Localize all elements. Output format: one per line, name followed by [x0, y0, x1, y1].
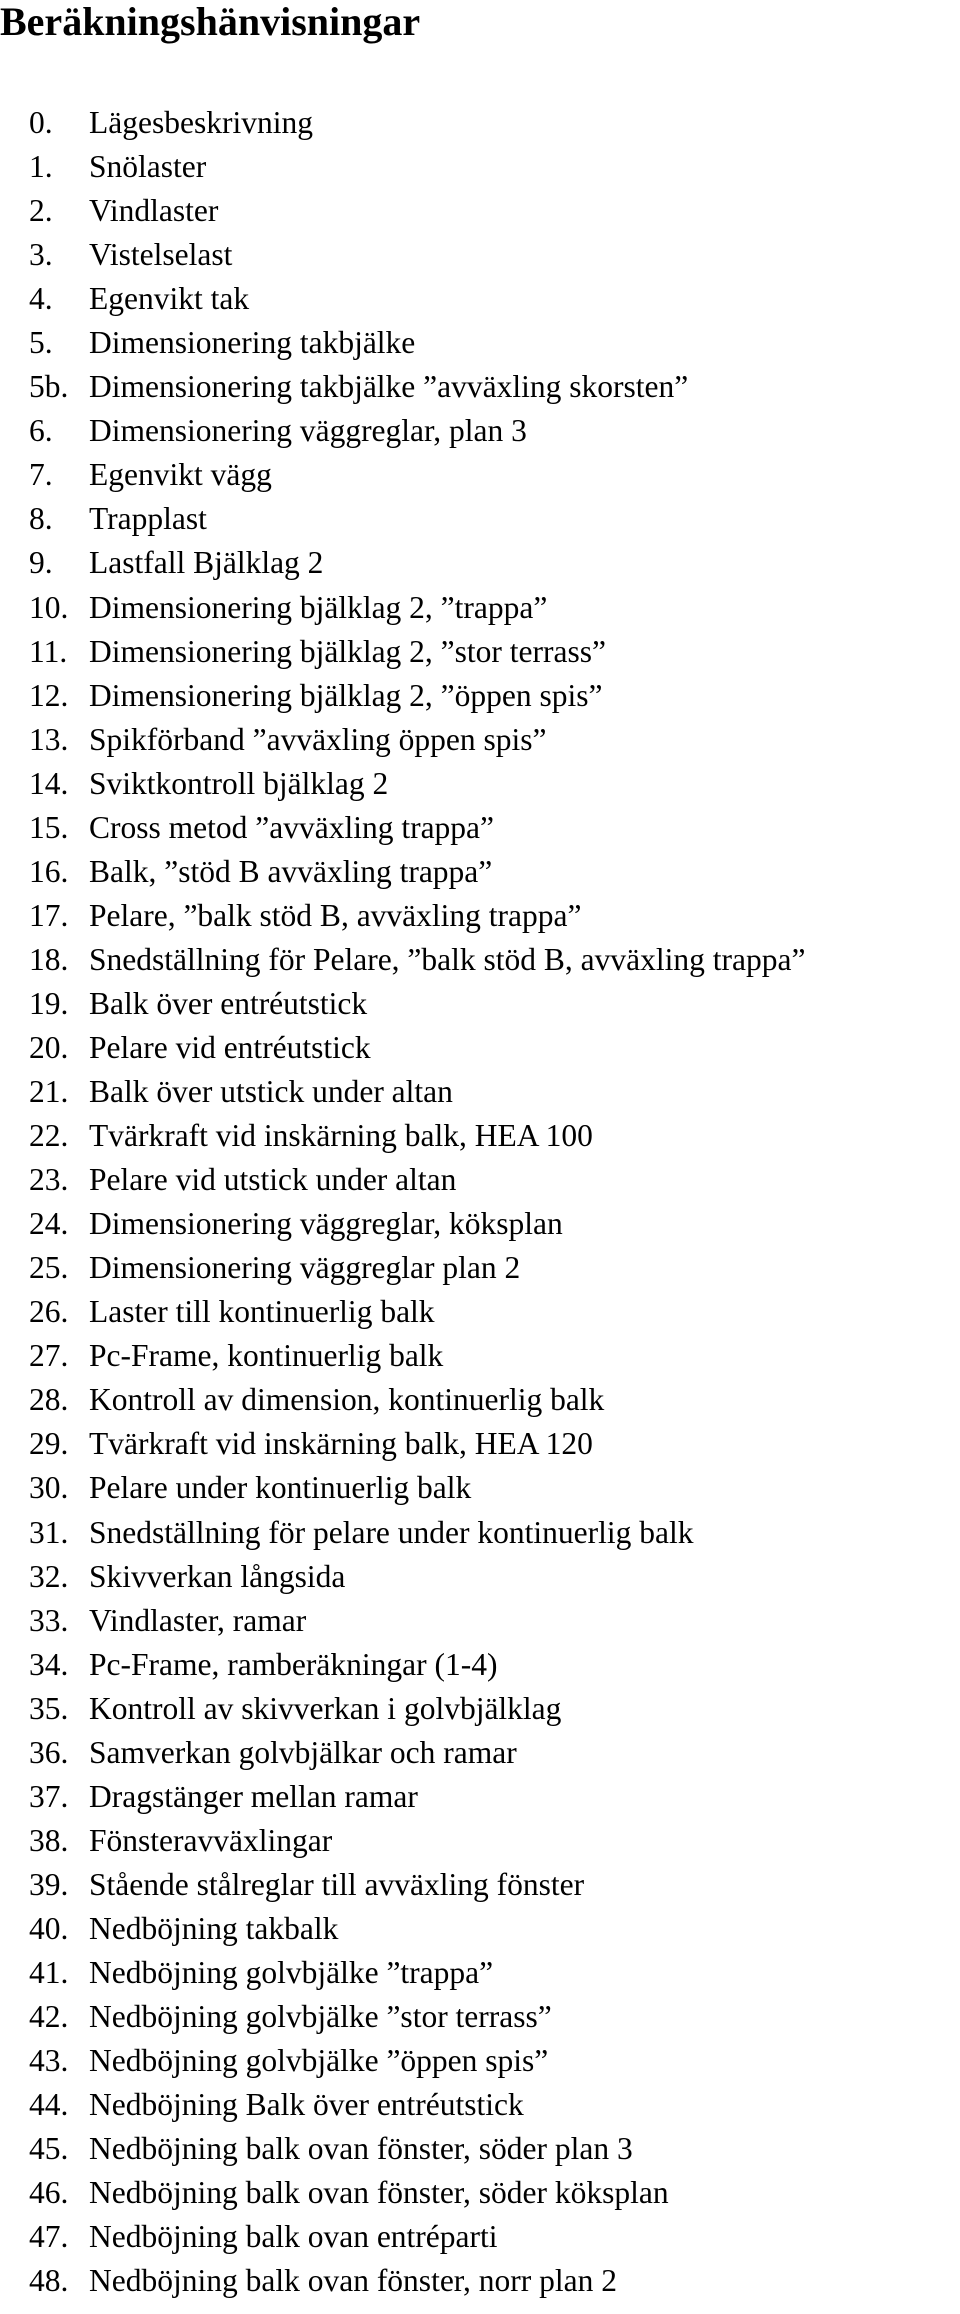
- item-text: Skivverkan långsida: [89, 1558, 346, 1594]
- item-number: 21.: [29, 1074, 69, 1110]
- item-number: 40.: [29, 1910, 69, 1946]
- item-text: Tvärkraft vid inskärning balk, HEA 100: [89, 1118, 593, 1154]
- item-text: Sviktkontroll bjälklag 2: [89, 765, 389, 801]
- list-item: [0, 850, 960, 894]
- list-item: [0, 497, 960, 541]
- item-number: 8.: [29, 501, 53, 537]
- item-number: 32.: [29, 1558, 69, 1594]
- item-number: 48.: [29, 2263, 69, 2299]
- item-text: Dragstänger mellan ramar: [89, 1778, 418, 1814]
- item-number: 7.: [29, 457, 53, 493]
- list-item: [0, 2259, 960, 2303]
- item-text: Spikförband ”avväxling öppen spis”: [89, 721, 547, 757]
- item-number: 6.: [29, 413, 53, 449]
- item-text: Vistelselast: [89, 237, 233, 273]
- item-number: 46.: [29, 2175, 69, 2211]
- item-number: 12.: [29, 677, 69, 713]
- item-text: Pc-Frame, ramberäkningar (1-4): [89, 1646, 498, 1682]
- list-item: [0, 1246, 960, 1290]
- item-text: Nedböjning golvbjälke ”stor terrass”: [89, 1999, 552, 2035]
- item-text: Dimensionering bjälklag 2, ”trappa”: [89, 589, 548, 625]
- item-text: Lägesbeskrivning: [89, 105, 313, 140]
- item-text: Pelare under kontinuerlig balk: [89, 1470, 472, 1506]
- item-number: 23.: [29, 1162, 69, 1198]
- list-item: [0, 1026, 960, 1070]
- item-text: Egenvikt vägg: [89, 457, 272, 493]
- item-text: Cross metod ”avväxling trappa”: [89, 809, 495, 845]
- list-item: [0, 2039, 960, 2083]
- item-number: 28.: [29, 1382, 69, 1418]
- item-text: Snölaster: [89, 149, 207, 185]
- item-number: 14.: [29, 765, 69, 801]
- item-text: Nedböjning balk ovan entréparti: [89, 2219, 498, 2255]
- list-item: [0, 586, 960, 630]
- list-item: [0, 674, 960, 718]
- item-number: 39.: [29, 1866, 69, 1902]
- item-number: 41.: [29, 1954, 69, 1990]
- item-text: Balk över utstick under altan: [89, 1074, 453, 1110]
- list-item: [0, 1466, 960, 1510]
- list-item: [0, 1775, 960, 1819]
- item-text: Dimensionering väggreglar plan 2: [89, 1250, 521, 1286]
- item-number: 30.: [29, 1470, 69, 1506]
- item-number: 25.: [29, 1250, 69, 1286]
- list-item: [0, 1951, 960, 1995]
- list-item: [0, 982, 960, 1026]
- item-number: 26.: [29, 1294, 69, 1330]
- list-item: [0, 1158, 960, 1202]
- item-text: Dimensionering bjälklag 2, ”öppen spis”: [89, 677, 603, 713]
- list-item: [0, 189, 960, 233]
- item-number: 17.: [29, 897, 69, 933]
- item-text: Nedböjning golvbjälke ”trappa”: [89, 1954, 494, 1990]
- list-item: [0, 1290, 960, 1334]
- list-item: [0, 145, 960, 189]
- item-text: Pelare, ”balk stöd B, avväxling trappa”: [89, 897, 582, 933]
- list-item: [0, 1070, 960, 1114]
- item-number: 10.: [29, 589, 69, 625]
- list-item: [0, 630, 960, 674]
- item-number: 19.: [29, 985, 69, 1021]
- item-text: Balk över entréutstick: [89, 985, 368, 1021]
- list-item: [0, 1643, 960, 1687]
- item-text: Nedböjning balk ovan fönster, söder köksplan: [89, 2175, 669, 2211]
- item-number: 37.: [29, 1778, 69, 1814]
- item-number: 29.: [29, 1426, 69, 1462]
- item-text: Lastfall Bjälklag 2: [89, 545, 324, 581]
- item-text: Pelare vid utstick under altan: [89, 1162, 457, 1198]
- list-item: [0, 2171, 960, 2215]
- item-text: Nedböjning golvbjälke ”öppen spis”: [89, 2043, 549, 2079]
- list-item: [0, 321, 960, 365]
- item-number: 2.: [29, 193, 53, 229]
- item-text: Trapplast: [89, 501, 207, 537]
- item-number: 43.: [29, 2043, 69, 2079]
- list-item: [0, 1422, 960, 1466]
- list-item: [0, 806, 960, 850]
- list-item: [0, 2083, 960, 2127]
- item-text: Pelare vid entréutstick: [89, 1029, 371, 1065]
- item-text: Kontroll av dimension, kontinuerlig balk: [89, 1382, 605, 1418]
- item-text: Pc-Frame, kontinuerlig balk: [89, 1338, 444, 1374]
- item-number: 24.: [29, 1206, 69, 1242]
- list-item: [0, 1378, 960, 1422]
- list-item: [0, 365, 960, 409]
- item-number: 13.: [29, 721, 69, 757]
- list-item: [0, 1819, 960, 1863]
- item-text: Dimensionering takbjälke: [89, 325, 416, 361]
- item-text: Dimensionering takbjälke ”avväxling skorsten”: [89, 369, 689, 405]
- list-item: [0, 2127, 960, 2171]
- item-text: Snedställning för Pelare, ”balk stöd B, avväxling trappa”: [89, 941, 806, 977]
- item-text: Nedböjning balk ovan fönster, norr plan 2: [89, 2263, 617, 2299]
- list-item: [0, 1511, 960, 1555]
- item-number: 27.: [29, 1338, 69, 1374]
- list-item: [0, 541, 960, 585]
- item-text: Dimensionering väggreglar, köksplan: [89, 1206, 563, 1242]
- item-text: Vindlaster: [89, 193, 219, 229]
- item-text: Snedställning för pelare under kontinuerlig balk: [89, 1514, 694, 1550]
- item-number: 5b.: [29, 369, 69, 405]
- page-title: Beräkningshänvisningar: [0, 0, 421, 44]
- item-text: Fönsteravväxlingar: [89, 1822, 333, 1858]
- item-number: 1.: [29, 149, 53, 185]
- list-item: [0, 409, 960, 453]
- item-number: 36.: [29, 1734, 69, 1770]
- list-item: [0, 1202, 960, 1246]
- list-item: [0, 1731, 960, 1775]
- item-text: Nedböjning Balk över entréutstick: [89, 2087, 524, 2123]
- item-text: Tvärkraft vid inskärning balk, HEA 120: [89, 1426, 593, 1462]
- list-item: [0, 894, 960, 938]
- list-item: [0, 938, 960, 982]
- item-number: 34.: [29, 1646, 69, 1682]
- item-number: 11.: [29, 633, 68, 669]
- item-number: 0.: [29, 105, 53, 140]
- item-number: 35.: [29, 1690, 69, 1726]
- item-number: 42.: [29, 1999, 69, 2035]
- item-text: Balk, ”stöd B avväxling trappa”: [89, 853, 493, 889]
- list-item: [0, 762, 960, 806]
- list-item: [0, 277, 960, 321]
- list-item: [0, 1599, 960, 1643]
- item-text: Nedböjning balk ovan fönster, söder plan 3: [89, 2131, 633, 2167]
- item-number: 3.: [29, 237, 53, 273]
- item-number: 31.: [29, 1514, 69, 1550]
- item-number: 38.: [29, 1822, 69, 1858]
- item-number: 45.: [29, 2131, 69, 2167]
- calculation-reference-list: [0, 101, 960, 2303]
- list-item: [0, 1907, 960, 1951]
- list-item: [0, 1995, 960, 2039]
- item-text: Laster till kontinuerlig balk: [89, 1294, 435, 1330]
- list-item: [0, 2215, 960, 2259]
- item-text: Dimensionering väggreglar, plan 3: [89, 413, 527, 449]
- item-number: 16.: [29, 853, 69, 889]
- item-text: Dimensionering bjälklag 2, ”stor terrass”: [89, 633, 606, 669]
- item-number: 33.: [29, 1602, 69, 1638]
- item-number: 4.: [29, 281, 53, 317]
- item-text: Egenvikt tak: [89, 281, 250, 317]
- item-number: 44.: [29, 2087, 69, 2123]
- item-number: 9.: [29, 545, 53, 581]
- item-text: Samverkan golvbjälkar och ramar: [89, 1734, 517, 1770]
- list-item: [0, 233, 960, 277]
- item-number: 15.: [29, 809, 69, 845]
- item-number: 18.: [29, 941, 69, 977]
- item-number: 20.: [29, 1029, 69, 1065]
- list-item: [0, 718, 960, 762]
- item-text: Vindlaster, ramar: [89, 1602, 307, 1638]
- item-number: 5.: [29, 325, 53, 361]
- list-item: [0, 453, 960, 497]
- list-item: [0, 1334, 960, 1378]
- item-number: 47.: [29, 2219, 69, 2255]
- item-text: Kontroll av skivverkan i golvbjälklag: [89, 1690, 562, 1726]
- list-item: [0, 1687, 960, 1731]
- item-text: Nedböjning takbalk: [89, 1910, 339, 1946]
- item-text: Stående stålreglar till avväxling fönster: [89, 1866, 585, 1902]
- list-item: [0, 1863, 960, 1907]
- item-number: 22.: [29, 1118, 69, 1154]
- list-item: [0, 1555, 960, 1599]
- list-item: [0, 101, 960, 145]
- list-item: [0, 1114, 960, 1158]
